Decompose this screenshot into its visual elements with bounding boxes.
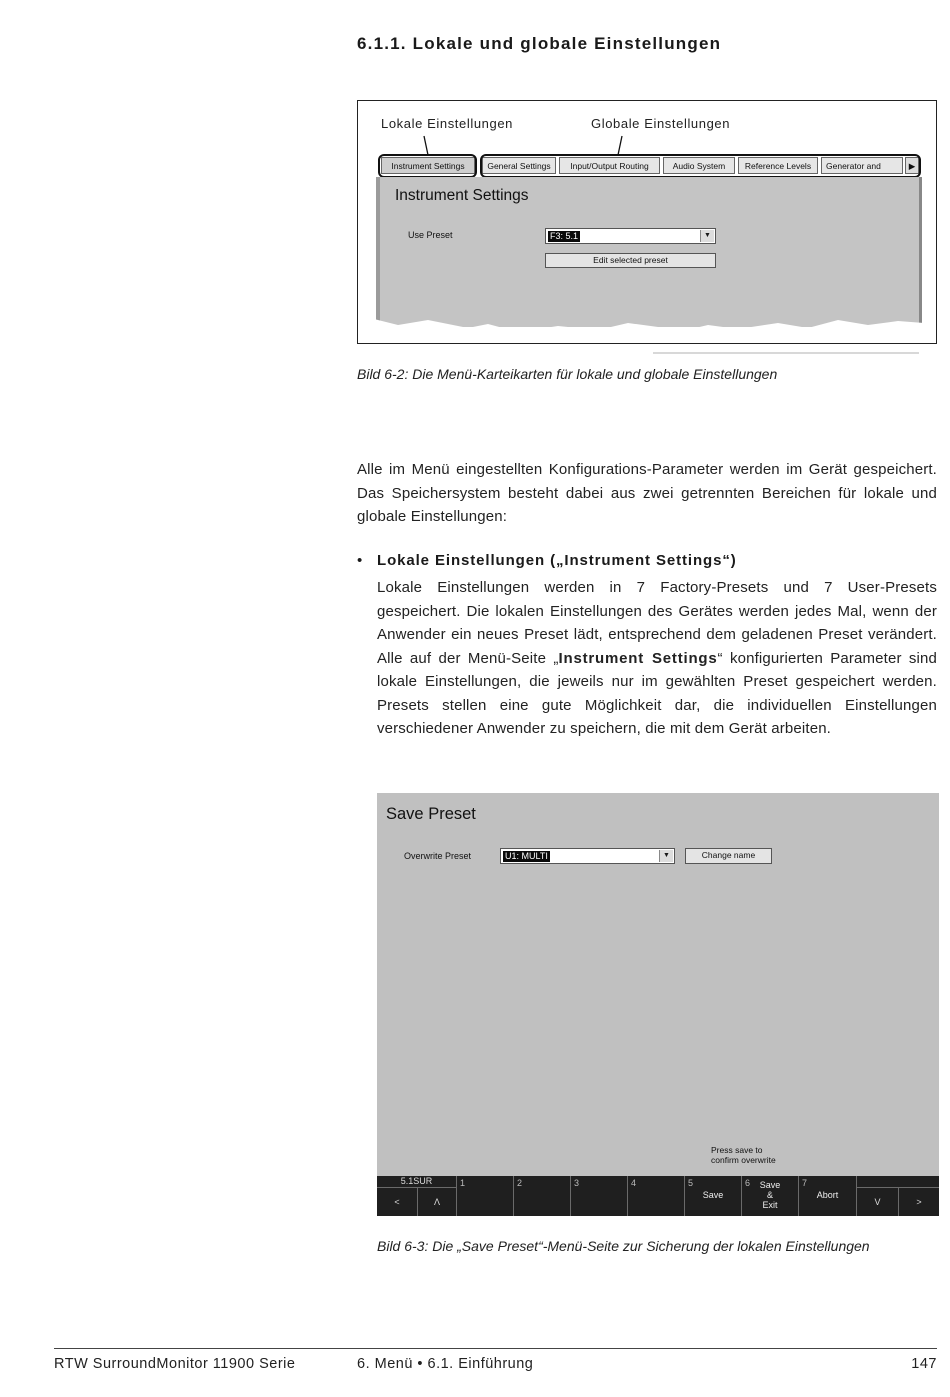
softkey-up[interactable]: Λ [433,1197,440,1207]
softkey-right[interactable]: > [916,1197,922,1207]
bullet-text-bold: Instrument Settings [558,649,718,667]
tab-generator[interactable]: Generator and [821,157,903,174]
overwrite-preset-value: U1: MULTI [505,851,548,861]
mode-indicator: 5.1SUR [377,1176,456,1188]
label-global-settings: Globale Einstellungen [591,116,731,131]
softkey-3-number: 3 [574,1178,580,1188]
softkey-5-save[interactable] [685,1176,742,1216]
tab-scroll-right-arrow-icon[interactable]: ▶ [905,157,919,174]
figure-menu-tabs [357,100,937,344]
softkey-2-number: 2 [517,1178,523,1188]
tab-general-settings[interactable]: General Settings [482,157,556,174]
bullet-symbol: • [357,552,363,569]
figure-save-preset [377,793,939,1216]
edit-selected-preset-button[interactable]: Edit selected preset [545,253,716,268]
use-preset-label: Use Preset [408,230,453,240]
save-preset-title: Save Preset [386,805,476,823]
softkey-7-abort[interactable] [799,1176,857,1216]
footer-chapter: 6. Menü • 6.1. Einführung [357,1356,534,1372]
label-local-settings: Lokale Einstellungen [381,116,513,131]
footer-rule [54,1348,937,1349]
torn-edge [358,307,936,343]
tab-reference-levels[interactable]: Reference Levels [738,157,818,174]
save-exit-line-1: Save [759,1180,781,1190]
softkey-5-number: 5 [688,1178,694,1188]
chevron-down-icon[interactable]: ▼ [700,230,714,242]
bullet-title: Lokale Einstellungen („Instrument Settings“) [377,552,737,569]
softkey-down[interactable]: V [857,1188,899,1216]
softkey-1-number: 1 [460,1178,466,1188]
panel-title: Instrument Settings [395,187,529,204]
hint-line-1: Press save to [711,1145,763,1155]
softkey-1[interactable] [457,1176,514,1216]
use-preset-dropdown[interactable] [545,228,716,244]
softkey-6-save-exit[interactable] [742,1176,799,1216]
softkey-3[interactable] [571,1176,628,1216]
bullet-paragraph [377,576,937,741]
tab-audio-system[interactable]: Audio System [663,157,735,174]
tab-instrument-settings[interactable]: Instrument Settings [381,157,475,174]
abort-softkey-label: Abort [816,1190,839,1200]
scan-artifact-line [653,352,919,354]
change-name-button[interactable]: Change name [685,848,772,864]
section-heading: 6.1.1. Lokale und globale Einstellungen [357,34,722,53]
softkey-4[interactable] [628,1176,685,1216]
bullet-text-start: Lokale Einstellungen werden in 7 Factory-Presets und 7 User-Presets gespeichert. Die lokalen Einstellungen des Gerätes werden jedes Mal, wenn der Anwender ein neues Preset lädt, entsprechend dem geladenen Preset verändert. Alle auf der Menü-Seite „ [377,579,937,667]
use-preset-value: F3: 5.1 [550,231,579,241]
softkey-nav-down-right [857,1176,939,1216]
overwrite-preset-label: Overwrite Preset [404,851,472,861]
hint-text [711,1145,776,1165]
figure-caption-6-2: Bild 6-2: Die Menü-Karteikarten für lokale und globale Einstellungen [357,366,778,382]
global-group-outline [480,154,921,178]
chevron-down-icon[interactable]: ▼ [659,850,673,862]
softkey-left[interactable]: < [377,1188,418,1216]
footer-page-number: 147 [911,1356,937,1372]
overwrite-preset-dropdown[interactable] [500,848,675,864]
tab-input-output-routing[interactable]: Input/Output Routing [559,157,660,174]
save-exit-line-3: Exit [762,1200,778,1210]
softkey-7-number: 7 [802,1178,808,1188]
local-group-outline [378,154,477,178]
intro-paragraph: Alle im Menü eingestellten Konfigurations-Parameter werden im Gerät gespeichert. Das Speichersystem besteht dabei aus zwei getrennten Bereichen für lokale und globale Einstellungen: [357,461,937,525]
hint-line-2: confirm overwrite [711,1155,776,1165]
softkey-4-number: 4 [631,1178,637,1188]
softkey-2[interactable] [514,1176,571,1216]
softkey-nav-left-up [377,1176,457,1216]
bullet-text-end: “ konfigurierten Parameter sind lokale Einstellungen, die jeweils nur im gewählten Preset gespeichert werden. Presets stellen eine gute Möglichkeit dar, die individuellen Einstellungen verschiedener Anwender zu speichern, die mit dem Gerät arbeiten. [377,649,938,737]
softkey-6-number: 6 [745,1178,751,1188]
save-exit-line-2: & [766,1190,773,1200]
figure-caption-6-3: Bild 6-3: Die „Save Preset“-Menü-Seite zur Sicherung der lokalen Einstellungen [377,1238,870,1254]
softkey-bar [377,1176,939,1216]
instrument-settings-panel [376,177,922,327]
save-softkey-label: Save [702,1190,724,1200]
footer-product: RTW SurroundMonitor 11900 Serie [54,1356,296,1372]
